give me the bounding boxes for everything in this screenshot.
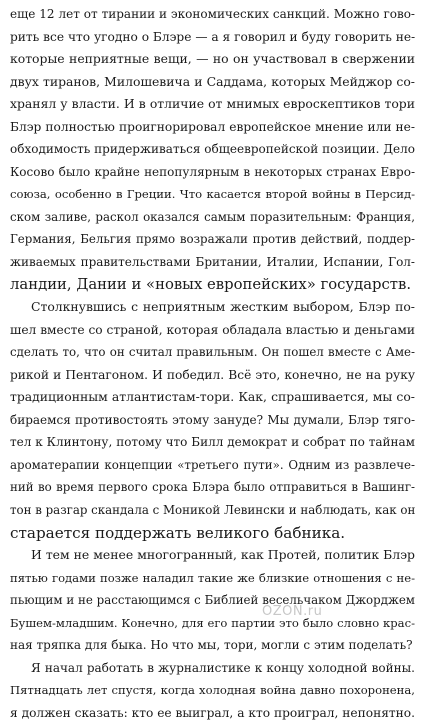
text-line: старается поддержать великого бабника. bbox=[10, 523, 346, 542]
text-line: Германия, Бельгия прямо возражали против действий, поддер- bbox=[10, 232, 415, 247]
paragraph-2 bbox=[10, 296, 415, 544]
text-line: рить все что угодно о Блэре — а я говорил и буду говорить не- bbox=[10, 29, 415, 44]
text-line: ний во время первого срока Блэра было отправиться в Вашинг- bbox=[10, 480, 415, 495]
text-line: тел к Клинтону, потому что Билл демократ и собрат по тайнам bbox=[10, 435, 415, 450]
text-line: Пятнадцать лет спустя, когда холодная война давно похоронена, bbox=[10, 683, 415, 698]
text-line: ском заливе, раскол оказался самым поразительным: Франция, bbox=[10, 209, 415, 224]
text-line: ароматерапии концепции «третьего пути». Одним из развлече- bbox=[10, 457, 415, 472]
text-line: традиционным атлантистам-тори. Как, спрашивается, мы со- bbox=[10, 389, 415, 405]
text-line: я должен сказать: кто ее выиграл, а кто проиграл, непонятно. bbox=[10, 705, 415, 720]
text-line: ная тряпка для быка. Но что мы, тори, могли с этим поделать? bbox=[10, 638, 413, 653]
text-line: которые неприятные вещи, — но он участвовал в свержении bbox=[10, 51, 415, 67]
text-line: пьющим и не расстающимся с Библией весельчаком Джорджем bbox=[10, 593, 415, 608]
text-line: Я начал работать в журналистике к концу холодной войны. bbox=[31, 660, 415, 675]
text-line: хранял у власти. И в отличие от мнимых евроскептиков тори bbox=[10, 96, 415, 112]
text-line: И тем не менее многогранный, как Протей, политик Блэр bbox=[31, 547, 415, 563]
text-line: тон в разгар скандала с Моникой Левински и наблюдать, как он bbox=[10, 503, 415, 518]
text-line: ландии, Дании и «новых европейских» государств. bbox=[10, 275, 412, 293]
text-line: Бушем-младшим. Конечно, для его партии это было словно крас- bbox=[10, 615, 415, 630]
text-line: сделать то, что он считал правильным. Он пошел вместе с Аме- bbox=[10, 345, 415, 360]
text-line: рикой и Пентагоном. И победил. Всё это, конечно, не на руку bbox=[10, 367, 415, 382]
text-line: двух тиранов, Милошевича и Саддама, которых Мейджор со- bbox=[10, 73, 415, 89]
text-line: союза, особенно в Греции. Что касается второй войны в Персид- bbox=[10, 187, 415, 202]
text-line: шел вместе со страной, которая обладала властью и деньгами bbox=[10, 322, 415, 337]
paragraph-1 bbox=[10, 3, 415, 296]
book-page bbox=[10, 3, 415, 725]
paragraph-4 bbox=[10, 657, 415, 725]
text-line: живаемых правительствами Британии, Италии, Испании, Гол- bbox=[10, 255, 415, 270]
text-line: Косово было крайне непопулярным в некоторых странах Евро- bbox=[10, 164, 415, 179]
text-line: Столкнувшись с неприятным жестким выбором, Блэр по- bbox=[31, 299, 415, 315]
text-line: Блэр полностью проигнорировал европейское мнение или не- bbox=[10, 119, 415, 134]
text-line: пятью годами позже наладил такие же близкие отношения с не- bbox=[10, 570, 415, 585]
watermark: OZON.ru bbox=[262, 604, 323, 619]
text-line: бираемся противостоять этому зануде? Мы думали, Блэр тяго- bbox=[10, 412, 415, 427]
text-line: еще 12 лет от тирании и экономических санкций. Можно гово- bbox=[10, 7, 415, 21]
text-line: обходимость придерживаться общеевропейской позиции. Дело bbox=[10, 142, 415, 157]
